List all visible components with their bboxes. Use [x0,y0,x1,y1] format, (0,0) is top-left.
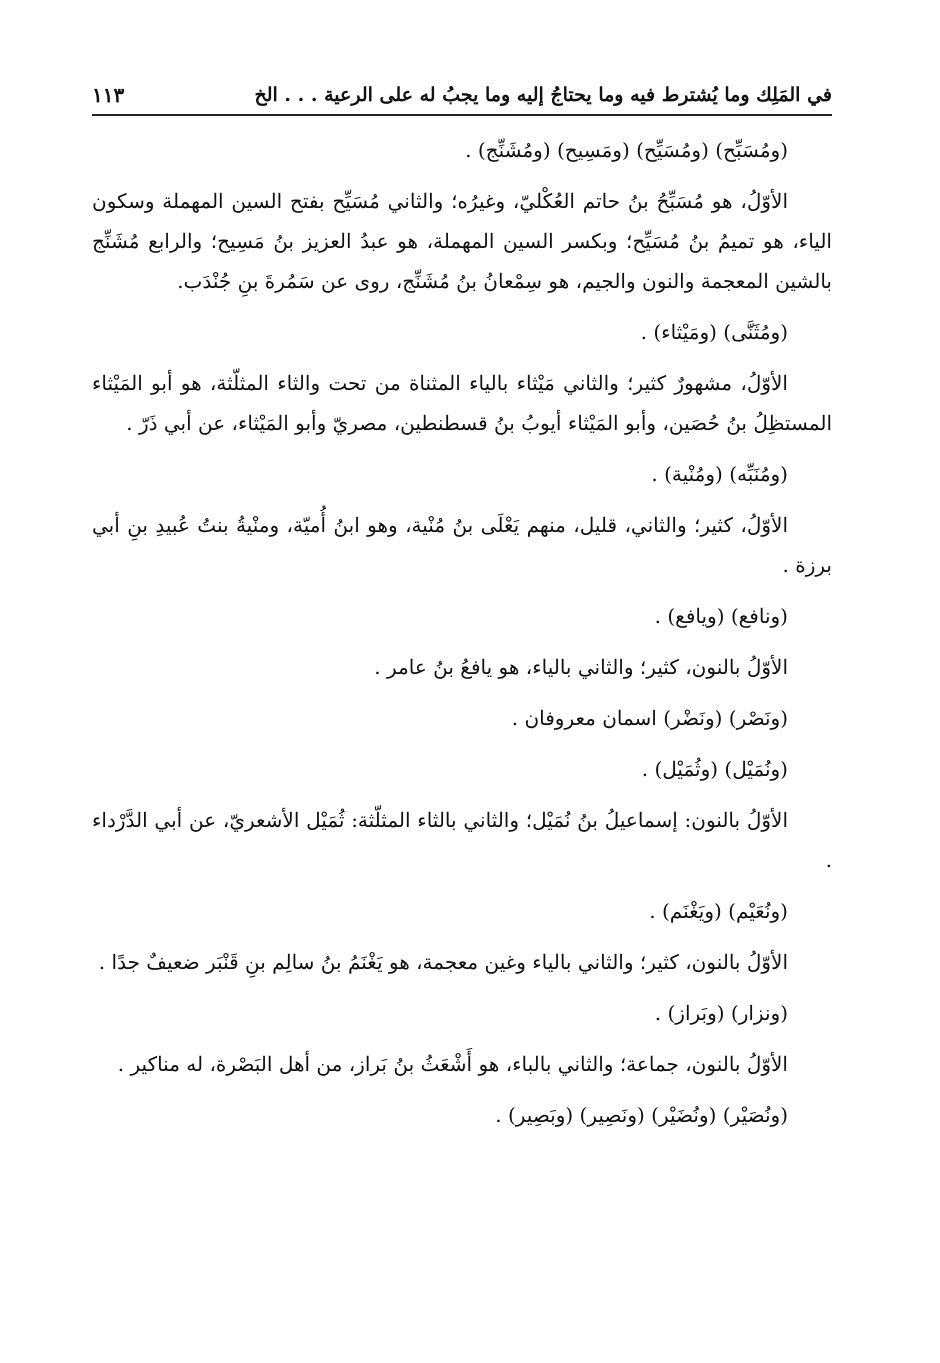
entry-paragraph: الأوّلُ بالنون، كثير؛ والثاني بالياء، هو يافعُ بنُ عامر . [374,655,788,679]
entry-heading: (ومُنَبِّه) (ومُنْية) . [651,462,788,486]
entry-paragraph: الأوّلُ بالنون، جماعة؛ والثاني بالباء، هو أَشْعَثُ بنُ بَراز، من أهل البَصْرة، له مناكير . [117,1052,788,1076]
running-title: في المَلِك وما يُشترط فيه وما يحتاجُ إليه وما يجبُ له على الرعية . . . الخ [254,84,832,106]
entry-heading: (ونُصَيْر) (ونُضَيْر) (ونَصِير) (وبَصِير) . [495,1103,788,1127]
entry-paragraph: الأوّلُ بالنون: إسماعيلُ بنُ نُمَيْل؛ والثاني بالثاء المثلّثة: ثُمَيْل الأشعريّ، عن أبي الدَّرْداء . [92,808,832,872]
entry-heading: (ومُثَنَّى) (ومَيْثاء) . [640,320,788,344]
body-text [92,130,832,1146]
header-rule [92,114,832,116]
entry-heading: (ونافع) (ويافع) . [654,604,788,628]
entry-heading: (ونَصْر) (ونَضْر) اسمان معروفان . [511,706,788,730]
entry-paragraph: الأوّلُ بالنون، كثير؛ والثاني بالياء وغين معجمة، هو يَغْنَمُ بنُ سالِم بنِ قَنْبَر ضعيفٌ جدًا . [98,950,788,974]
entry-heading: (ونزار) (وبَراز) . [654,1001,788,1025]
running-header [92,78,832,112]
entry-paragraph: الأوّلُ، كثير؛ والثاني، قليل، منهم يَعْلَى بنُ مُنْية، وهو ابنُ أُميّة، ومنْيةُ بنتُ عُبيدِ بنِ أبي برزة . [92,513,832,577]
entry-paragraph: الأوّلُ، هو مُسَبِّحُ بنُ حاتم العُكْليّ، وغيرُه؛ والثاني مُسَيِّح بفتح السين المهملة وسكون الياء، هو تميمُ بنُ مُسَيِّح؛ وبكسر السين المهملة، هو عبدُ العزيز بنُ مَسِيح؛ والرابع مُشَنِّج بالشين المعجمة والنون والجيم، هو سِمْعانُ بنُ مُشَنِّج، روى عن سَمُرةَ بنِ جُنْدَب. [92,189,832,293]
entry-paragraph: الأوّلُ، مشهورٌ كثير؛ والثاني مَيْثاء بالياء المثناة من تحت والثاء المثلّثة، هو أبو المَيْثاء المستظِلُ بنُ حُصَين، وأبو المَيْثاء أيوبُ بنُ قسطنطين، مصريّ وأبو المَيْثاء، عن أبي ذَرّ . [92,371,832,435]
entry-heading: (ونُعَيْم) (ويَغْنَم) . [649,899,788,923]
page-number: ١١٣ [92,83,125,107]
entry-heading: (ومُسَبِّح) (ومُسَيِّح) (ومَسِيح) (ومُشَنِّج) . [465,138,788,162]
entry-heading: (ونُمَيْل) (وثُمَيْل) . [641,757,788,781]
